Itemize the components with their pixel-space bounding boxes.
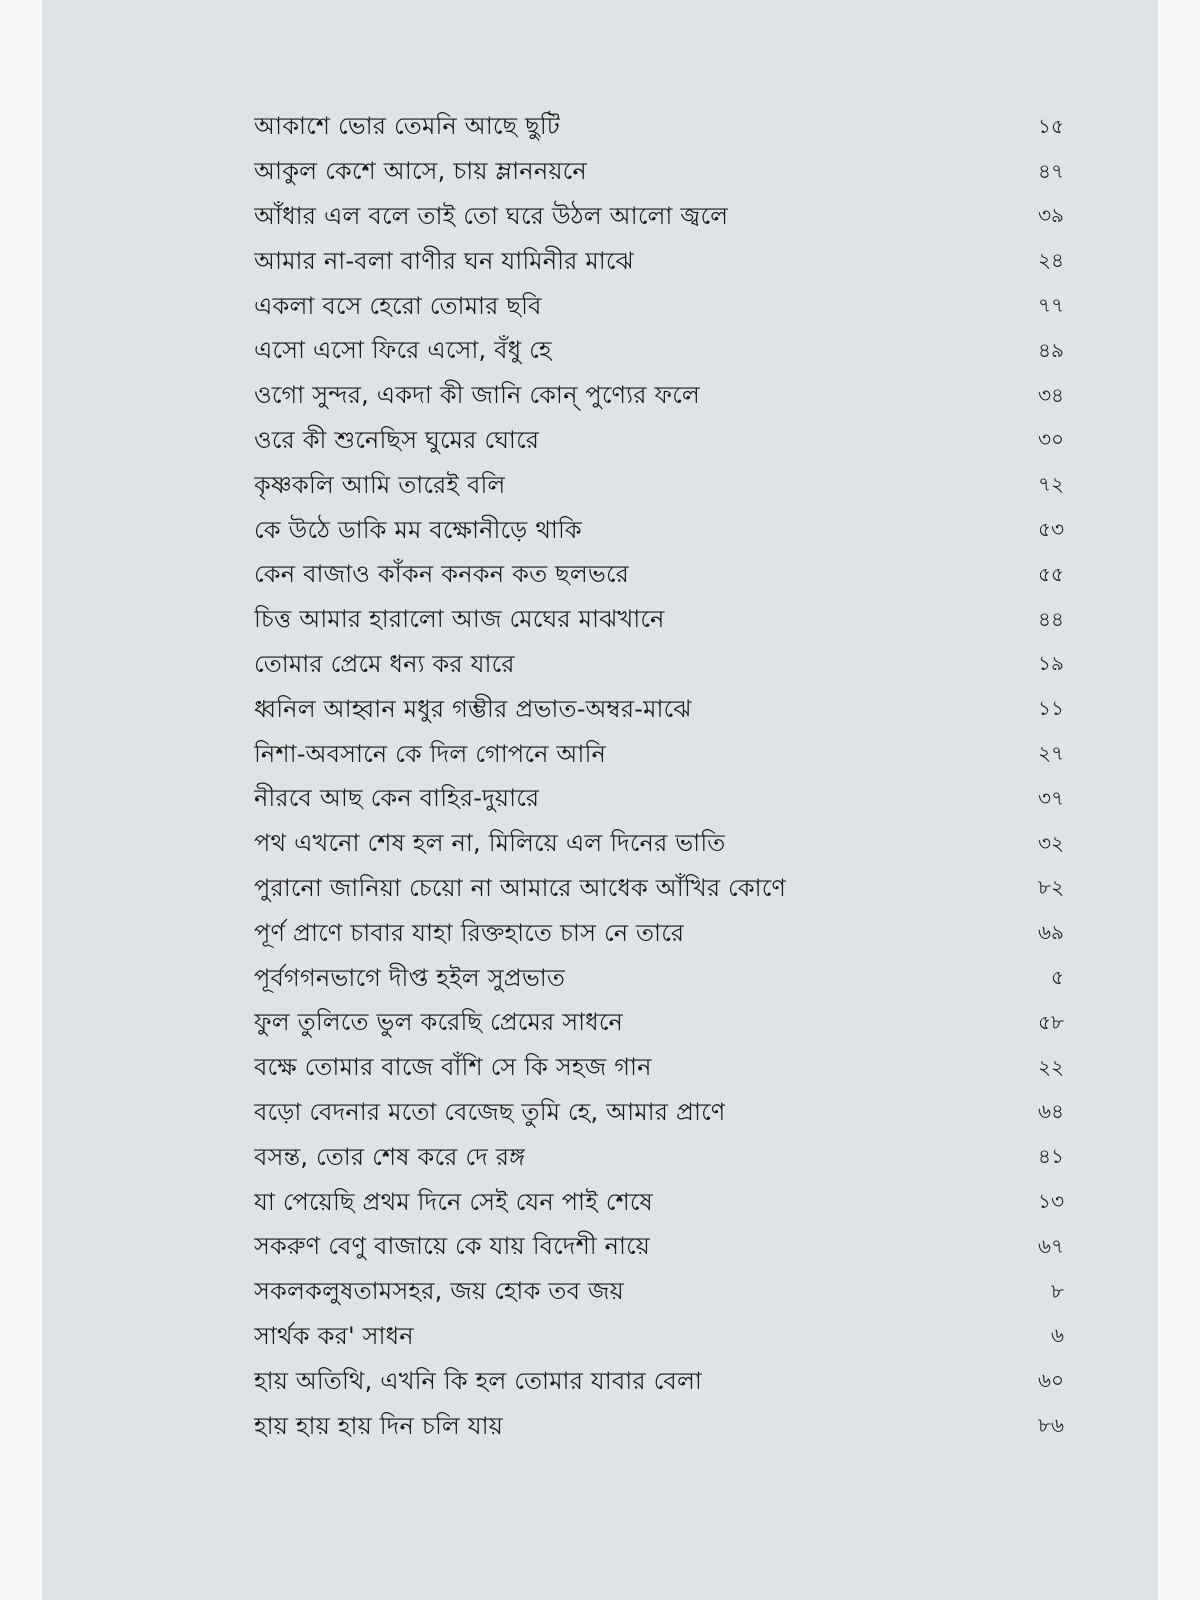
toc-entry xyxy=(254,1047,1064,1092)
toc-entry-title: বড়ো বেদনার মতো বেজেছ তুমি হে, আমার প্রাণে xyxy=(254,1097,726,1126)
toc-entry-page-number: ৭২ xyxy=(1037,472,1064,497)
toc-entry-title: হায় অতিথি, এখনি কি হল তোমার যাবার বেলা xyxy=(254,1366,702,1395)
toc-entry-page-number: ৫৩ xyxy=(1038,517,1064,542)
toc-entry-title: নিশা-অবসানে কে দিল গোপনে আনি xyxy=(254,739,607,768)
toc-entry-page-number: ১৫ xyxy=(1038,113,1064,138)
toc-entry-title: আঁধার এল বলে তাই তো ঘরে উঠল আলো জ্বলে xyxy=(254,201,729,230)
toc-entry-page-number: ৩২ xyxy=(1037,830,1064,855)
toc-entry-page-number: ৭৭ xyxy=(1037,293,1064,318)
toc-entry-page-number: ৮২ xyxy=(1038,875,1064,900)
toc-entry-page-number: ২৭ xyxy=(1037,741,1064,766)
toc-entry-title: সকলকলুষতামসহর, জয় হোক তব জয় xyxy=(254,1277,625,1306)
toc-entry xyxy=(254,240,1064,285)
toc-entry-page-number: ৪১ xyxy=(1038,1144,1064,1169)
toc-entry-page-number: ৫ xyxy=(1051,965,1064,990)
toc-entry-page-number: ১৩ xyxy=(1038,1189,1064,1214)
toc-entry-title: পুরানো জানিয়া চেয়ো না আমারে আধেক আঁখির কোণে xyxy=(254,873,787,902)
toc-entry xyxy=(254,868,1064,913)
toc-entry-title: আকুল কেশে আসে, চায় ম্লাননয়নে xyxy=(254,157,587,186)
toc-entry-title: সকরুণ বেণু বাজায়ে কে যায় বিদেশী নায়ে xyxy=(254,1232,651,1261)
toc-entry-title: কৃষ্ণকলি আমি তারেই বলি xyxy=(254,470,506,499)
toc-entry-title: ওগো সুন্দর, একদা কী জানি কোন্ পুণ্যের ফলে xyxy=(254,381,700,410)
toc-entry xyxy=(254,1181,1064,1226)
toc-entry xyxy=(254,957,1064,1002)
toc-entry-page-number: ৪৯ xyxy=(1038,337,1064,362)
toc-entry-title: ধ্বনিল আহ্বান মধুর গম্ভীর প্রভাত-অম্বর-মাঝে xyxy=(254,694,692,723)
toc-entry-page-number: ৩৪ xyxy=(1038,382,1064,407)
toc-entry xyxy=(254,778,1064,823)
toc-entry-page-number: ২২ xyxy=(1037,1054,1064,1079)
toc-entry-page-number: ৫৫ xyxy=(1038,561,1064,586)
toc-entry xyxy=(254,688,1064,733)
toc-entry xyxy=(254,285,1064,330)
table-of-contents xyxy=(254,106,1064,1450)
book-page xyxy=(42,0,1158,1600)
toc-entry-page-number: ৬৯ xyxy=(1038,920,1064,945)
toc-entry xyxy=(254,1002,1064,1047)
toc-entry-title: পূর্বগগনভাগে দীপ্ত হইল সুপ্রভাত xyxy=(254,963,566,992)
toc-entry xyxy=(254,1136,1064,1181)
toc-entry-title: বসন্ত, তোর শেষ করে দে রঙ্গ xyxy=(254,1142,526,1171)
toc-entry-title: একলা বসে হেরো তোমার ছবি xyxy=(254,291,542,320)
toc-entry-page-number: ১৯ xyxy=(1038,651,1064,676)
toc-entry-page-number: ১১ xyxy=(1038,696,1064,721)
toc-entry-title: চিত্ত আমার হারালো আজ মেঘের মাঝখানে xyxy=(254,605,665,634)
toc-entry-title: পূর্ণ প্রাণে চাবার যাহা রিক্তহাতে চাস নে তারে xyxy=(254,918,685,947)
toc-entry xyxy=(254,733,1064,778)
toc-entry xyxy=(254,1271,1064,1316)
toc-entry-page-number: ৬ xyxy=(1050,1323,1064,1348)
toc-entry-title: যা পেয়েছি প্রথম দিনে সেই যেন পাই শেষে xyxy=(254,1187,653,1216)
toc-entry-page-number: ৬০ xyxy=(1037,1368,1064,1393)
toc-entry-page-number: ৪৭ xyxy=(1038,158,1064,183)
toc-entry xyxy=(254,106,1064,151)
toc-entry xyxy=(254,420,1064,465)
toc-entry xyxy=(254,912,1064,957)
toc-entry-title: আমার না-বলা বাণীর ঘন যামিনীর মাঝে xyxy=(254,246,634,275)
toc-entry xyxy=(254,1092,1064,1137)
toc-entry-page-number: ২৪ xyxy=(1038,248,1064,273)
toc-entry-page-number: ৩৯ xyxy=(1038,203,1064,228)
toc-entry xyxy=(254,823,1064,868)
toc-entry xyxy=(254,599,1064,644)
toc-entry xyxy=(254,1226,1064,1271)
toc-entry-title: কে উঠে ডাকি মম বক্ষোনীড়ে থাকি xyxy=(254,515,582,544)
toc-entry xyxy=(254,1316,1064,1361)
toc-entry-title: ওরে কী শুনেছিস ঘুমের ঘোরে xyxy=(254,425,540,454)
toc-entry-page-number: ৪৪ xyxy=(1038,606,1064,631)
toc-entry-page-number: ৬৭ xyxy=(1037,1233,1064,1258)
toc-entry-title: আকাশে ভোর তেমনি আছে ছুটি xyxy=(254,112,561,141)
toc-entry xyxy=(254,196,1064,241)
toc-entry-page-number: ৩০ xyxy=(1037,427,1064,452)
toc-entry-page-number: ৮৬ xyxy=(1038,1413,1064,1437)
toc-entry-page-number: ৮ xyxy=(1051,1278,1064,1303)
toc-entry-page-number: ৫৮ xyxy=(1038,1009,1064,1034)
toc-entry xyxy=(254,151,1064,196)
toc-entry xyxy=(254,644,1064,689)
toc-entry-page-number: ৬৪ xyxy=(1038,1099,1064,1124)
toc-entry xyxy=(254,464,1064,509)
toc-entry-title: বক্ষে তোমার বাজে বাঁশি সে কি সহজ গান xyxy=(254,1053,652,1082)
toc-entry-title: এসো এসো ফিরে এসো, বঁধু হে xyxy=(254,336,552,365)
toc-entry-title: নীরবে আছ কেন বাহির-দুয়ারে xyxy=(254,784,540,813)
toc-entry-title: কেন বাজাও কাঁকন কনকন কত ছলভরে xyxy=(254,560,630,589)
toc-entry-title: সার্থক কর' সাধন xyxy=(254,1321,414,1350)
toc-entry xyxy=(254,554,1064,599)
toc-entry xyxy=(254,330,1064,375)
toc-entry xyxy=(254,509,1064,554)
toc-entry-title: ফুল তুলিতে ভুল করেছি প্রেমের সাধনে xyxy=(254,1008,624,1037)
toc-entry-page-number: ৩৭ xyxy=(1037,785,1064,810)
toc-entry xyxy=(254,375,1064,420)
toc-entry xyxy=(254,1405,1064,1450)
toc-entry-title: তোমার প্রেমে ধন্য কর যারে xyxy=(254,649,515,678)
toc-entry xyxy=(254,1360,1064,1405)
toc-entry-title: হায় হায় হায় দিন চলি যায় xyxy=(254,1411,504,1440)
toc-entry-title: পথ এখনো শেষ হল না, মিলিয়ে এল দিনের ভাতি xyxy=(254,829,726,858)
